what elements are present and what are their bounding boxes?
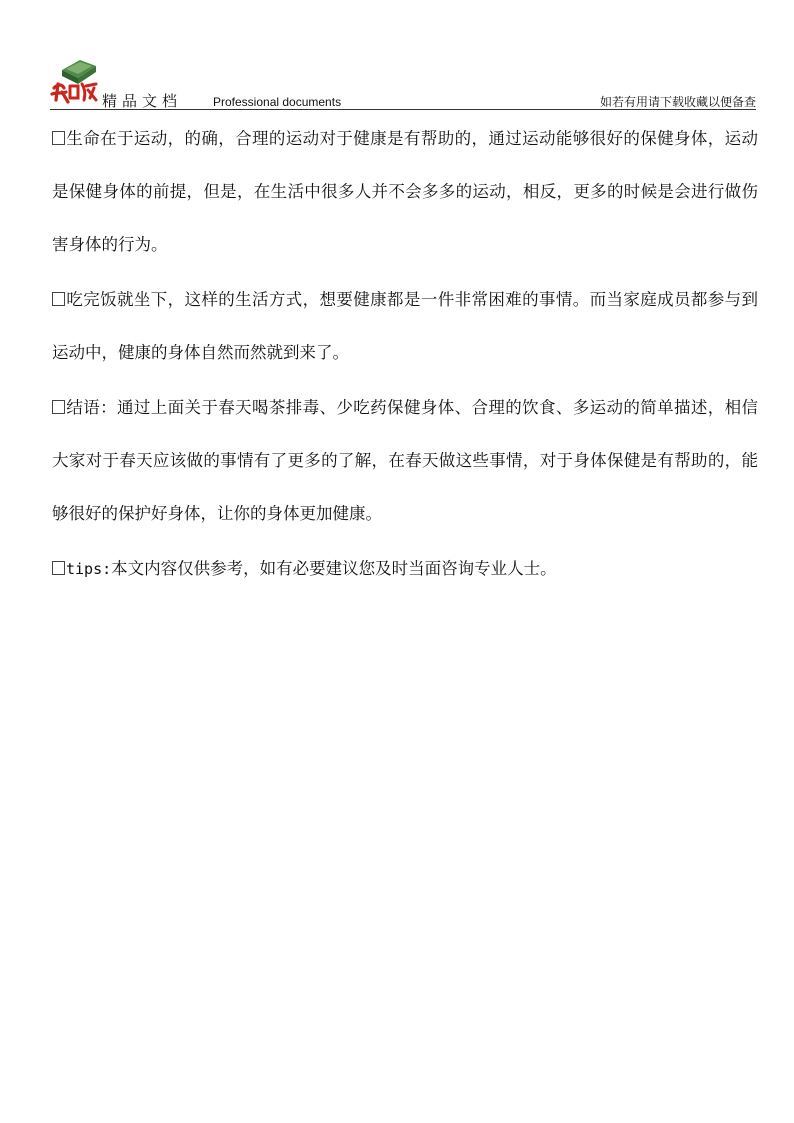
header-title: 精品文档 bbox=[102, 92, 183, 110]
missing-glyph-box-icon bbox=[52, 561, 65, 575]
page-header bbox=[50, 54, 756, 110]
paragraph-text: 生命在于运动，的确，合理的运动对于健康是有帮助的，通过运动能够很好的保健身体，运动是保健身体的前提，但是，在生活中很多人并不会多多的运动，相反，更多的时候是会进行做伤害身体的行为。 bbox=[52, 129, 758, 254]
paragraph bbox=[52, 381, 758, 540]
paragraph-text: 本文内容仅供参考，如有必要建议您及时当面咨询专业人士。 bbox=[111, 559, 557, 578]
missing-glyph-box-icon bbox=[52, 131, 65, 145]
header-download-note: 如若有用请下载收藏以便备查 bbox=[599, 95, 756, 109]
paragraph bbox=[52, 542, 758, 596]
missing-glyph-box-icon bbox=[52, 400, 65, 414]
book-logo-icon bbox=[50, 54, 102, 110]
paragraph-text: 结语：通过上面关于春天喝茶排毒、少吃药保健身体、合理的饮食、多运动的简单描述，相信大家对于春天应该做的事情有了更多的了解，在春天做这些事情，对于身体保健是有帮助的，能够很好的保护好身体，让你的身体更加健康。 bbox=[52, 398, 758, 523]
document-body bbox=[52, 112, 758, 598]
tips-prefix: tips: bbox=[66, 560, 112, 578]
paragraph bbox=[52, 112, 758, 271]
missing-glyph-box-icon bbox=[52, 292, 65, 306]
paragraph-text: 吃完饭就坐下，这样的生活方式，想要健康都是一件非常困难的事情。而当家庭成员都参与到运动中，健康的身体自然而然就到来了。 bbox=[52, 290, 758, 362]
header-divider bbox=[50, 109, 756, 110]
paragraph bbox=[52, 273, 758, 379]
header-subtitle: Professional documents bbox=[213, 95, 342, 109]
